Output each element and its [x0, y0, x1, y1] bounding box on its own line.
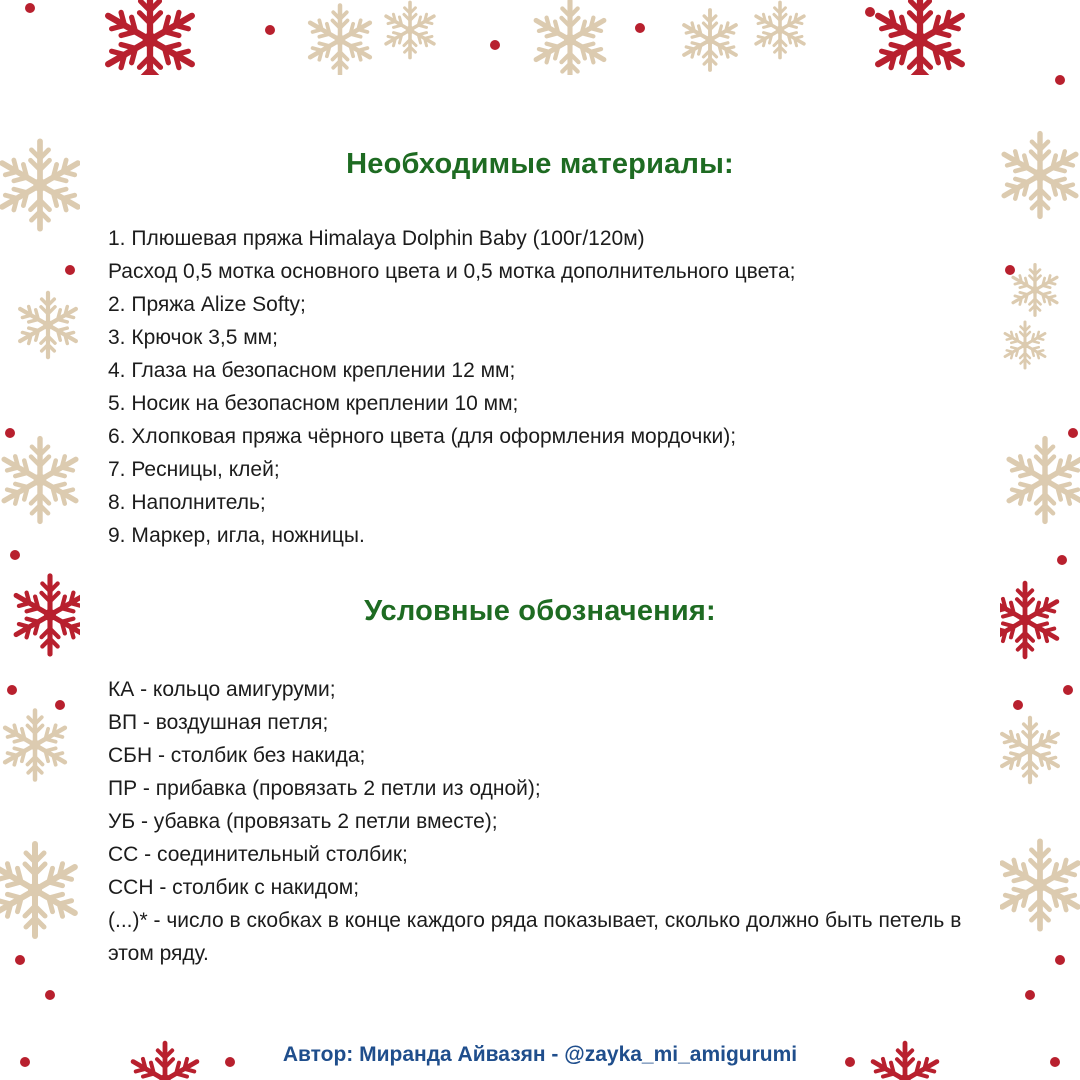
legend-item: УБ - убавка (провязать 2 петли вместе); [108, 810, 498, 833]
author-credit [0, 1040, 1080, 1070]
content-card [80, 75, 1000, 1030]
author-credit-text: Автор: Миранда Айвазян - @zayka_mi_amigurumi [277, 1043, 803, 1066]
decor-dot [7, 685, 17, 695]
snowflake-icon [0, 439, 80, 522]
decor-dot [1025, 990, 1035, 1000]
snowflake-icon [1010, 265, 1059, 316]
legend-item: ССН - столбик с накидом; [108, 876, 360, 899]
materials-item: Расход 0,5 мотка основного цвета и 0,5 мотка дополнительного цвета; [108, 260, 796, 283]
snowflake-icon [306, 6, 373, 75]
snowflake-icon [0, 844, 80, 936]
snowflake-icon [17, 293, 80, 357]
snowflake-icon [1, 711, 68, 780]
materials-item: 6. Хлопковая пряжа чёрного цвета (для оформления мордочки); [108, 425, 737, 448]
legend-list [108, 673, 988, 970]
materials-item: 1. Плюшевая пряжа Himalaya Dolphin Baby (100г/120м) [108, 227, 645, 250]
materials-item: 3. Крючок 3,5 мм; [108, 326, 278, 349]
materials-item: 8. Наполнитель; [108, 491, 266, 514]
materials-item: 2. Пряжа Alize Softy; [108, 293, 306, 316]
legend-item: (...)* - число в скобках в конце каждого ряда показывает, сколько должно быть петель в этом ряду. [108, 909, 962, 965]
snowflake-icon [383, 2, 437, 57]
snowflake-icon [1005, 439, 1080, 522]
decor-dot [635, 23, 645, 33]
snowflake-icon [0, 141, 83, 228]
snowflake-icon [753, 2, 807, 57]
materials-item: 5. Носик на безопасном креплении 10 мм; [108, 392, 519, 415]
legend-item: КА - кольцо амигуруми; [108, 678, 336, 701]
decor-dot [65, 265, 75, 275]
snowflake-icon [681, 10, 739, 70]
legend-item: ПР - прибавка (провязать 2 петли из одной); [108, 777, 541, 800]
legend-heading: Условные обозначения: [364, 595, 716, 627]
decor-dot [5, 428, 15, 438]
decor-dot [1063, 685, 1073, 695]
snowflake-icon [532, 1, 608, 79]
decor-dot [45, 990, 55, 1000]
decor-dot [10, 550, 20, 560]
decor-dot [1013, 700, 1023, 710]
decor-dot [265, 25, 275, 35]
decor-dot [865, 7, 875, 17]
snowflake-icon [1003, 322, 1048, 368]
snowflake-icon [1000, 134, 1080, 217]
decor-dot [25, 3, 35, 13]
decor-dot [15, 955, 25, 965]
snowflake-icon [12, 576, 88, 654]
materials-item: 4. Глаза на безопасном креплении 12 мм; [108, 359, 516, 382]
legend-item: СБН - столбик без накида; [108, 744, 366, 767]
materials-item: 7. Ресницы, клей; [108, 458, 280, 481]
materials-item: 9. Маркер, игла, ножницы. [108, 524, 365, 547]
snowflake-icon [997, 841, 1080, 928]
decor-dot [1005, 265, 1015, 275]
legend-item: СС - соединительный столбик; [108, 843, 408, 866]
legend-item: ВП - воздушная петля; [108, 711, 329, 734]
decor-dot [55, 700, 65, 710]
materials-heading: Необходимые материалы: [346, 148, 734, 180]
materials-list [108, 222, 988, 552]
decor-dot [490, 40, 500, 50]
decor-dot [1057, 555, 1067, 565]
decor-dot [1068, 428, 1078, 438]
decor-dot [1055, 75, 1065, 85]
snowflake-icon [999, 718, 1062, 782]
decor-dot [1055, 955, 1065, 965]
